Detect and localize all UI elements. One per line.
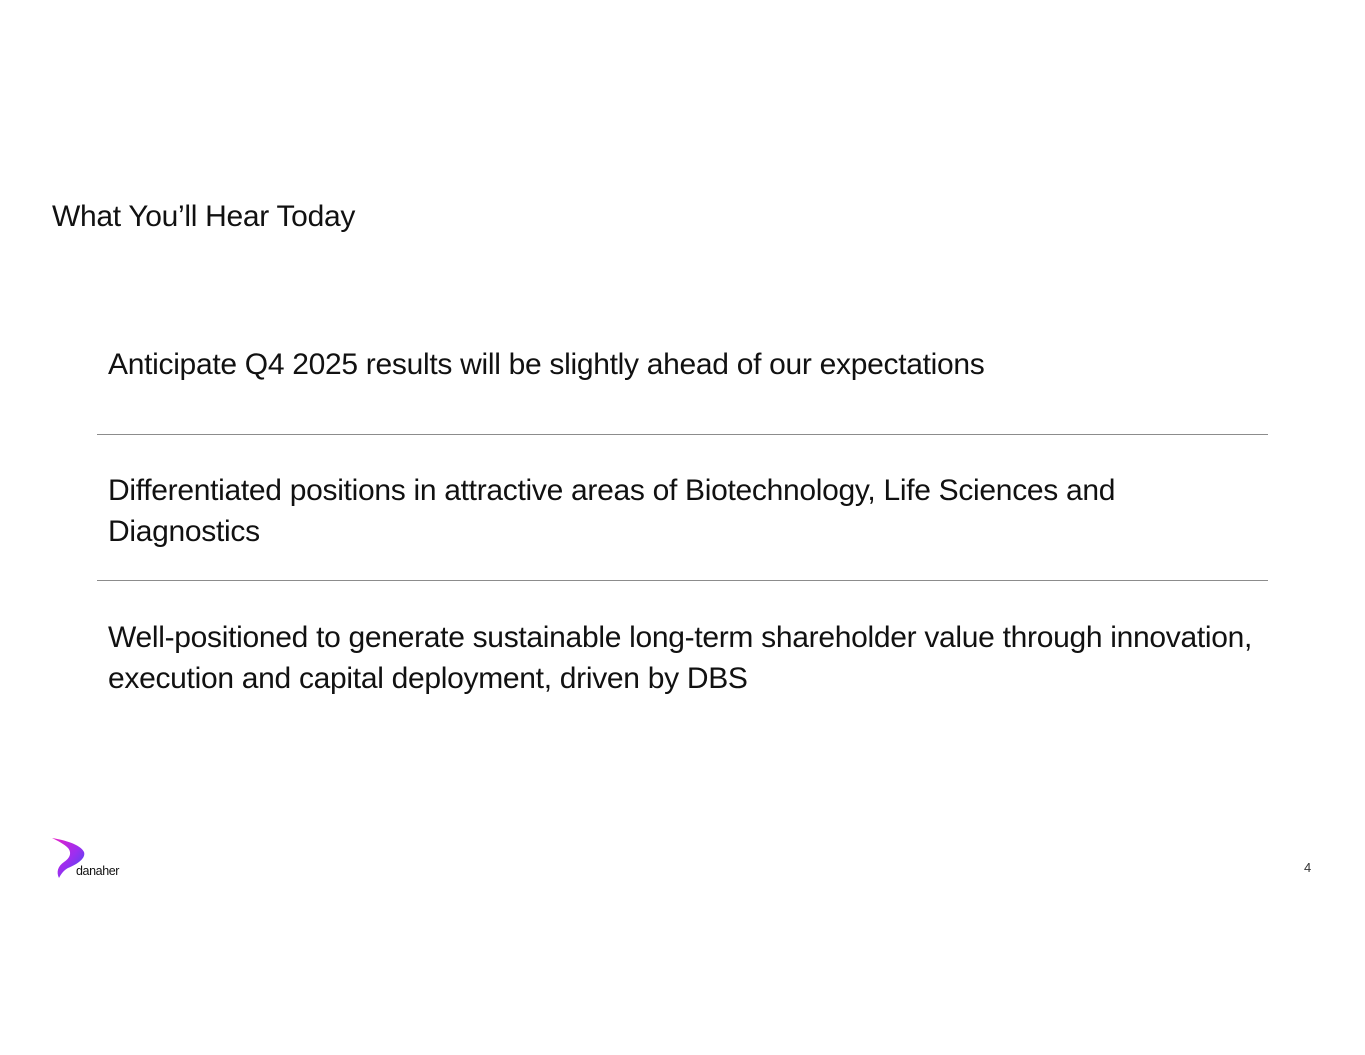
point-3: Well-positioned to generate sustainable long-term shareholder value through innovation, execution and capital deployment, driven by DBS (108, 621, 1253, 695)
divider-1 (97, 434, 1268, 435)
slide-title: What You’ll Hear Today (52, 200, 356, 233)
logo-wordmark: danaher (76, 864, 120, 878)
point-2: Differentiated positions in attractive areas of Biotechnology, Life Sciences and Diagnostics (108, 474, 1116, 548)
page-number: 4 (1304, 860, 1312, 875)
point-1: Anticipate Q4 2025 results will be slightly ahead of our expectations (108, 348, 985, 381)
danaher-logo (50, 836, 130, 880)
divider-2 (97, 580, 1268, 581)
